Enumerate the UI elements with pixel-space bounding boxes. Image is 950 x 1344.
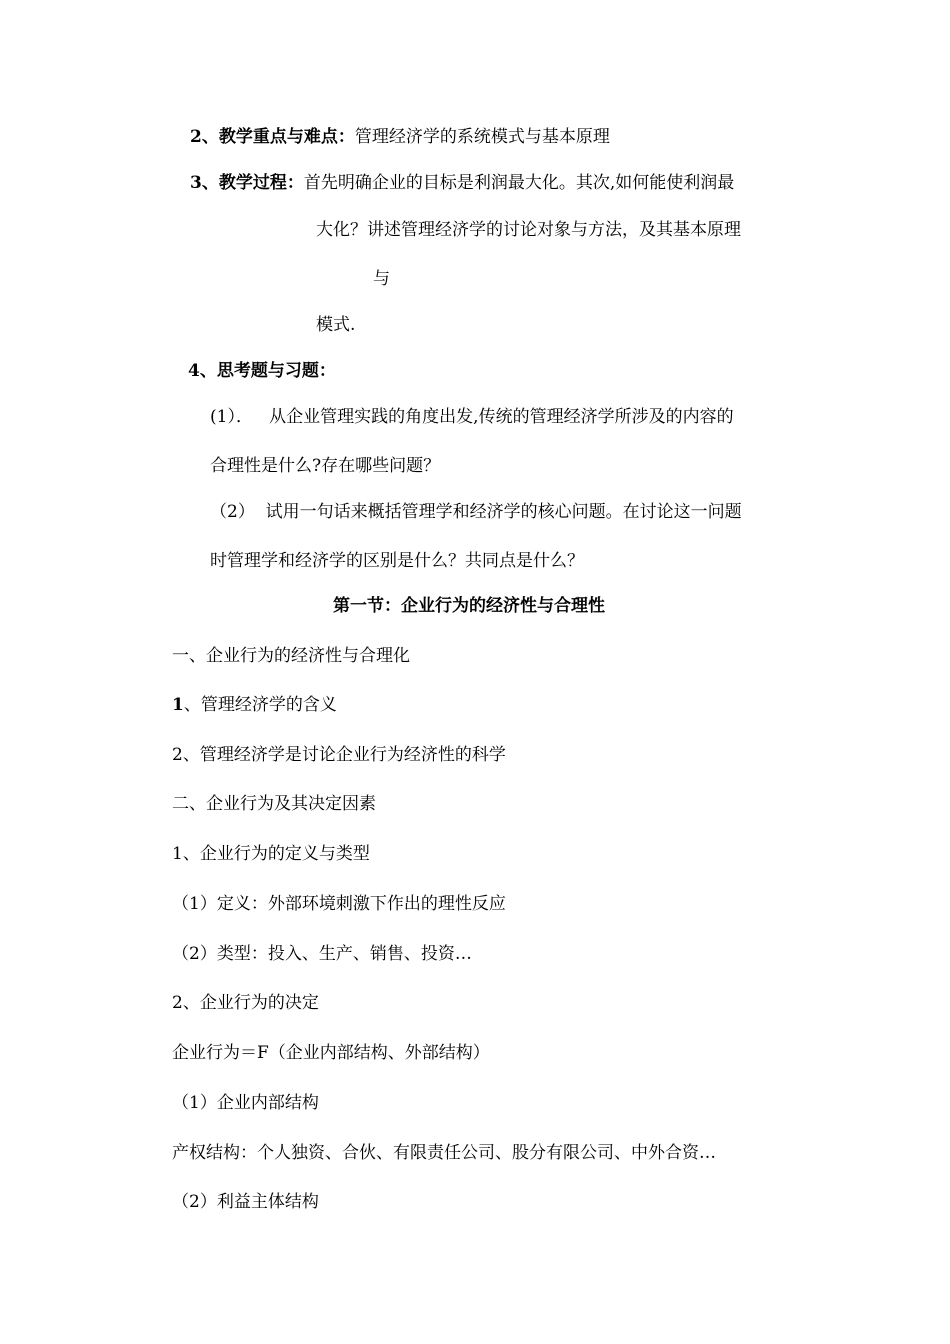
question-2-number: （2） (210, 502, 255, 522)
section-line: 二、企业行为及其决定因素 (172, 794, 376, 814)
section-line: （1）定义：外部环境刺激下作出的理性反应 (172, 894, 506, 914)
process-line-4: 模式. (316, 315, 356, 335)
focus-label: 2、教学重点与难点： (190, 127, 355, 147)
section-line: 1、企业行为的定义与类型 (172, 844, 370, 864)
question-1-line-1 (210, 406, 734, 428)
questions-label: 4、思考题与习题： (188, 361, 336, 381)
section-line: （2）类型：投入、生产、销售、投资… (172, 944, 472, 964)
section-line: 产权结构：个人独资、合伙、有限责任公司、股分有限公司、中外合资… (172, 1143, 716, 1163)
question-2-line-2: 时管理学和经济学的区别是什么？共同点是什么？ (210, 551, 584, 571)
section-line: （2）利益主体结构 (172, 1192, 319, 1212)
question-1-line-2: 合理性是什么?存在哪些问题？ (210, 456, 441, 476)
section-line: 2、管理经济学是讨论企业行为经济性的科学 (172, 745, 506, 765)
process-label: 3、教学过程： (190, 173, 304, 193)
process-paragraph (190, 172, 734, 194)
process-line-1: 首先明确企业的目标是利润最大化。其次,如何能使利润最 (303, 173, 735, 193)
section-line: （1）企业内部结构 (172, 1093, 319, 1113)
focus-text: 管理经济学的系统模式与基本原理 (354, 127, 610, 147)
section-line-text: 1、管理经济学的含义 (172, 695, 337, 715)
section-heading: 第一节：企业行为的经济性与合理性 (333, 596, 605, 616)
section-line: 企业行为＝F（企业内部结构、外部结构） (172, 1043, 490, 1063)
section-line (172, 694, 337, 716)
section-line: 2、企业行为的决定 (172, 993, 319, 1013)
question-1-number: (1）． (210, 407, 253, 427)
question-2-line-1 (210, 501, 742, 523)
question-1-text: 从企业管理实践的角度出发,传统的管理经济学所涉及的内容的 (269, 407, 734, 427)
question-2-text: 试用一句话来概括管理学和经济学的核心问题。在讨论这一问题 (265, 502, 742, 522)
process-line-2: 大化？讲述管理经济学的讨论对象与方法，及其基本原理 (316, 220, 741, 240)
focus-paragraph (190, 126, 610, 148)
process-line-3: 与 (373, 269, 390, 289)
section-line: 一、企业行为的经济性与合理化 (172, 646, 410, 666)
